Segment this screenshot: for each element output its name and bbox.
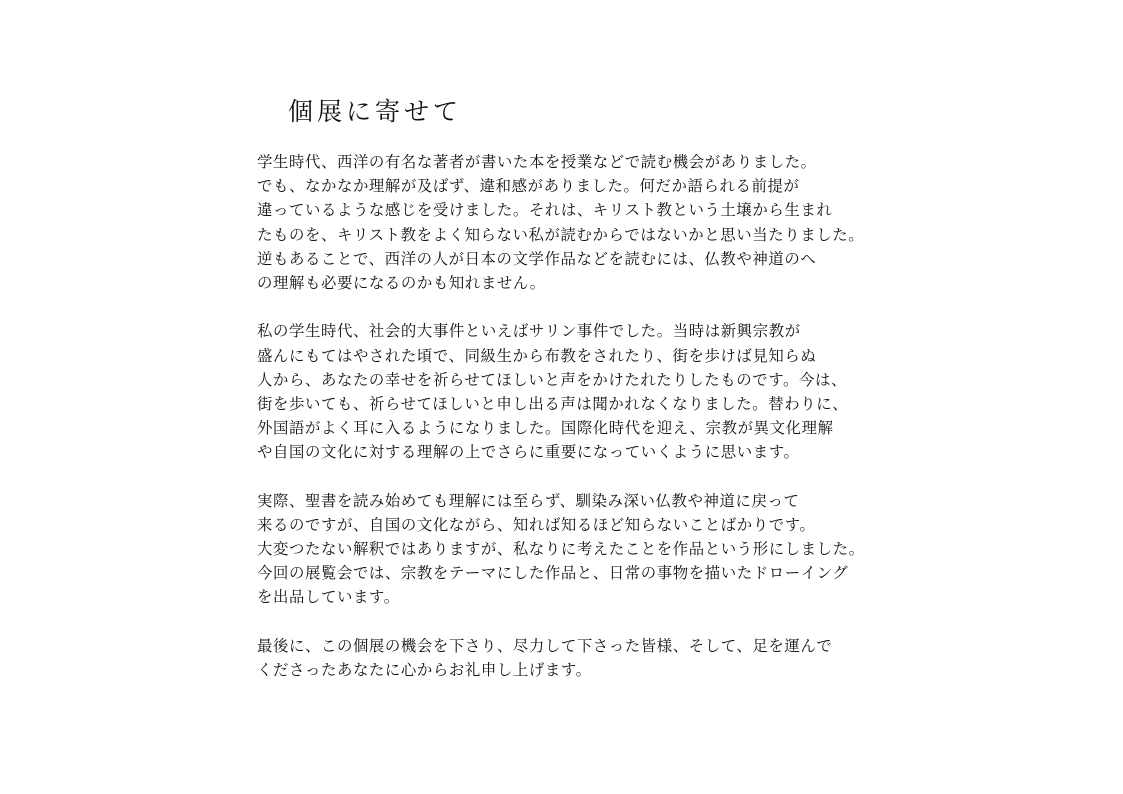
text-line: 盛んにもてはやされた頃で、同級生から布教をされたり、街を歩けば見知らぬ (257, 346, 817, 365)
paragraph-gap (257, 610, 877, 634)
paragraph-4 (257, 634, 877, 682)
document-body (257, 150, 877, 682)
text-line: 外国語がよく耳に入るようになりました。国際化時代を迎え、宗教が異文化理解 (257, 419, 834, 438)
page-title: 個展に寄せて (288, 97, 463, 126)
text-line: 逆もあることで、西洋の人が日本の文学作品などを読むには、仏教や神道のへ (257, 249, 817, 268)
text-line: 大変つたない解釈ではありますが、私なりに考えたことを作品という形にしました。 (257, 540, 865, 558)
text-line: 今回の展覧会では、宗教をテーマにした作品と、日常の事物を描いたドローイング (257, 564, 849, 583)
text-line: 人から、あなたの幸せを祈らせてほしいと声をかけたれたりしたものです。今は、 (257, 370, 847, 389)
text-line: 実際、聖書を読み始めても理解には至らず、馴染み深い仏教や神道に戻って (257, 491, 800, 510)
text-line: 学生時代、西洋の有名な著者が書いた本を授業などで読む機会がありました。 (257, 153, 817, 171)
text-line: の理解も必要になるのかも知れません。 (257, 273, 546, 292)
paragraph-gap (257, 295, 877, 319)
text-line: 私の学生時代、社会的大事件といえばサリン事件でした。当時は新興宗教が (257, 322, 801, 341)
paragraph-3 (257, 489, 877, 610)
text-line: たものを、キリスト教をよく知らない私が読むからではないかと思い当たりました。 (257, 225, 865, 244)
text-line: 街を歩いても、祈らせてほしいと申し出る声は聞かれなくなりました。替わりに、 (257, 394, 849, 413)
text-line: を出品しています。 (257, 588, 400, 607)
text-line: くださったあなたに心からお礼申し上げます。 (257, 660, 592, 679)
text-line: 来るのですが、自国の文化ながら、知れば知るほど知らないことばかりです。 (257, 515, 816, 534)
text-line: 違っているような感じを受けました。それは、キリスト教という土壌から生まれ (257, 201, 833, 220)
text-line: や自国の文化に対する理解の上でさらに重要になっていくように思います。 (257, 443, 800, 462)
text-line: 最後に、この個展の機会を下さり、尽力して下さった皆様、そして、足を運んで (257, 636, 833, 655)
text-line: でも、なかなか理解が及ばず、違和感がありました。何だか語られる前提が (257, 177, 800, 196)
paragraph-2 (257, 319, 877, 464)
paragraph-1 (257, 150, 877, 295)
paragraph-gap (257, 464, 877, 488)
